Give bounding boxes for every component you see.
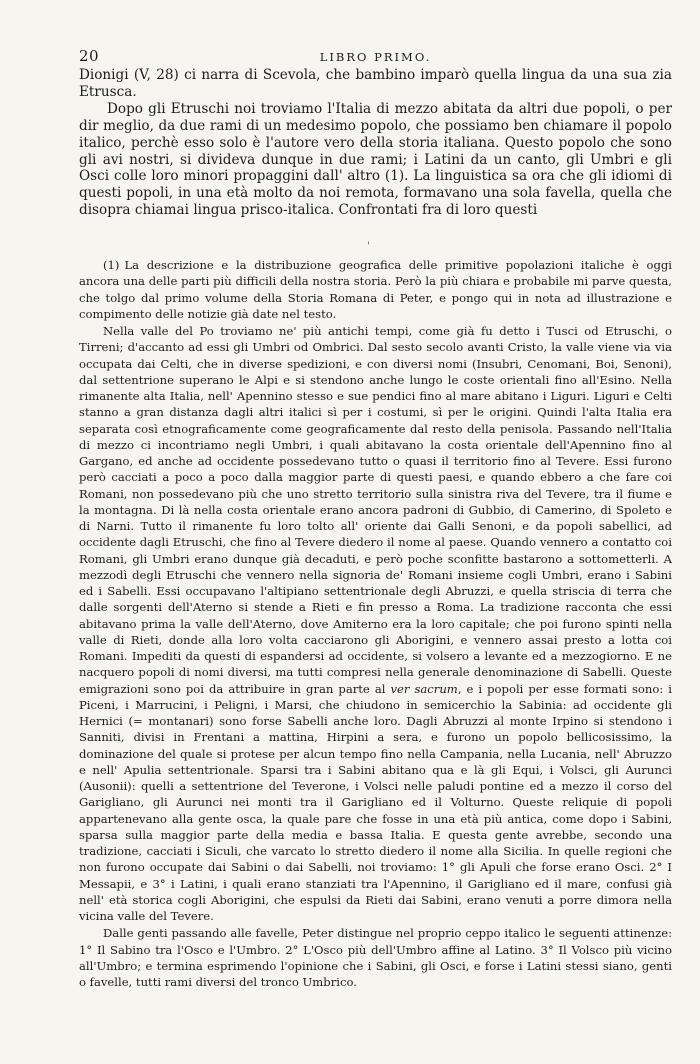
footnote-paragraph: Nella valle del Po troviamo ne' più antichi tempi, come già fu detto i Tusci od Etruschi, o Tirreni; d'accanto ad essi gli Umbri od Ombrici. Dal sesto secolo avanti Cristo, la valle viene via via occupata dai Celti, che in diverse spedizioni, e con diversi nomi (Insubri, Cenomani, Boi, Senoni), dal settentrione superano le Alpi e si stendono anche lungo le coste orientali fino all'Esino. Nella rimanente alta Italia, nell' Apennino stesso e sue pendici fino al mare abitano i Liguri. Liguri e Celti stanno a gran distanza dagli altri italici sì per i costumi, sì per le origini. Quindi l'alta Italia era separata così etnograficamente come geograficamente dal resto della penisola. Passando nell'Italia di mezzo ci incontriamo negli Umbri, i quali abitavano la costa orientale dell'Apennino fino al Gargano, ed anche ad occidente possedevano tutto o quasi il territorio fino al Tevere. Essi furono però cacciati a poco a poco dalla maggior parte di questi paesi, e quando ebbero a che fare coi Romani, non possedevano più che uno stretto territorio sulla sinistra riva del Tevere, tra il fiume e la montagna. Di là nella costa orientale erano ancora padroni di Gubbio, di Camerino, di Spoleto e di Narni. Tutto il rimanente fu loro tolto all' oriente dai Galli Senoni, e da popoli sabellici, ad occidente dagli Etruschi, che fino al Tevere diedero il nome al paese. Quando vennero a contatto coi Romani, gli Umbri erano dunque già decaduti, e però poche sconfitte bastarono a sottometterli. A mezzodì degli Etruschi che vennero nella signoria de' Romani insieme cogli Umbri, erano i Sabini ed i Sabelli. Essi occupavano l'altipiano settentrionale degli Abruzzi, e quella striscia di terra che dalle sorgenti dell'Aterno si stende a Rieti e fin presso a Roma. La tradizione racconta che essi abitavano prima la valle dell'Aterno, dove Amiterno era la loro capitale; che poi furono spinti nella valle di Rieti, donde alla loro volta cacciarono gli Aborigini, e vennero assai presto a lotta coi Romani. Impediti da questi di espandersi ad occidente, si volsero a levante ed a mezzogiorno. E ne nacquero popoli di nomi diversi, ma tutti compresi nella generale denominazione di Sabelli. Queste emigrazioni sono poi da attribuire in gran parte al ver sacrum, e i popoli per esse formati sono: i Piceni, i Marrucini, i Peligni, i Marsi, che chiudono in semicerchio la Sabinia: ad occidente gli Hernici (= montanari) sono forse Sabelli anche loro. Dagli Abruzzi al monte Irpino si stendono i Sanniti, divisi in Frentani a mattina, Hirpini a sera, e furono un popolo bellicosissimo, la dominazione del quale si protese per alcun tempo fino nella Campania, nella Lucania, nell' Abruzzo e nell' Apulia settentrionale. Sparsi tra i Sabini abitano qua e là gli Equi, i Volsci, gli Aurunci (Ausonii): quelli a settentrione del Teverone, i Volsci nelle paludi pontine ed a mezzo il corso del Garigliano, gli Aurunci nei monti tra il Garigliano ed il Volturno. Queste reliquie di popoli appartenevano alla gente osca, la quale pare che fosse in una età più antica, come dopo i Sabini, sparsa sulla maggior parte della media e bassa Italia. E questa gente avrebbe, secondo una tradizione, cacciati i Siculi, che varcato lo stretto diedero il nome alla Sicilia. In quelle regioni che non furono occupate dai Sabini o dai Sabelli, noi troviamo: 1° gli Apuli che forse erano Osci. 2° I Messapii, e 3° i Latini, i quali erano stanziati tra l'Apennino, il Garigliano ed il mare, confusi già nell' età storica cogli Aborigini, che espulsi da Rieti dai Sabini, erano venuti a porre dimora nella vicina valle del Tevere. [79,324,673,923]
footnote-number: (1) [103,258,120,272]
main-paragraph: Dopo gli Etruschi noi troviamo l'Italia di mezzo abitata da altri due popoli, o per dir meglio, da due rami di un medesimo popolo, che possiamo ben chiamare il popolo italico, perchè esso solo è l'autore vero della storia italiana. Questo popolo che sono gli avi nostri, si divideva dunque in due rami; i Latini da un canto, gli Umbri e gli Osci colle loro minori propaggini dall' altro (1). La linguistica sa ora che gli idiomi di questi popoli, in una età molto da noi remota, formavano una sola favella, quella che disopra chiamai lingua prisco-italica. Confrontati fra di loro questi [79,100,672,219]
main-text [79,67,672,219]
separator-mark: ' [367,241,370,252]
running-head: LIBRO PRIMO. [319,50,432,64]
footnote-paragraph [79,257,672,322]
page-number: 20 [79,47,100,65]
footnote-paragraph: Dalle genti passando alle favelle, Peter distingue nel proprio ceppo italico le seguenti attinenze: 1° Il Sabino tra l'Osco e l'Umbro. 2° L'Osco più dell'Umbro affine al Latino. 3° Il Volsco più vicino all'Umbro; e termina esprimendo l'opinione che i Sabini, gli Osci, e forse i Latini stessi siano, genti o favelle, tutti rami diversi del tronco Umbrico. [79,926,672,989]
page-header [79,47,672,67]
footnote-text: La descrizione e la distribuzione geografica delle primitive popolazioni italiche è oggi ancora una delle parti più difficili della nostra storia. Però la più chiara e probabile mi parve questa, che tolgo dal primo volume della Storia Romana di Peter, e pongo qui in nota ad illustrazione e compimento delle notizie già date nel testo. [79,258,672,321]
footnote-block [79,257,672,990]
main-paragraph: Dionigi (V, 28) ci narra di Scevola, che bambino imparò quella lingua da una sua zia Etrusca. [79,67,672,100]
